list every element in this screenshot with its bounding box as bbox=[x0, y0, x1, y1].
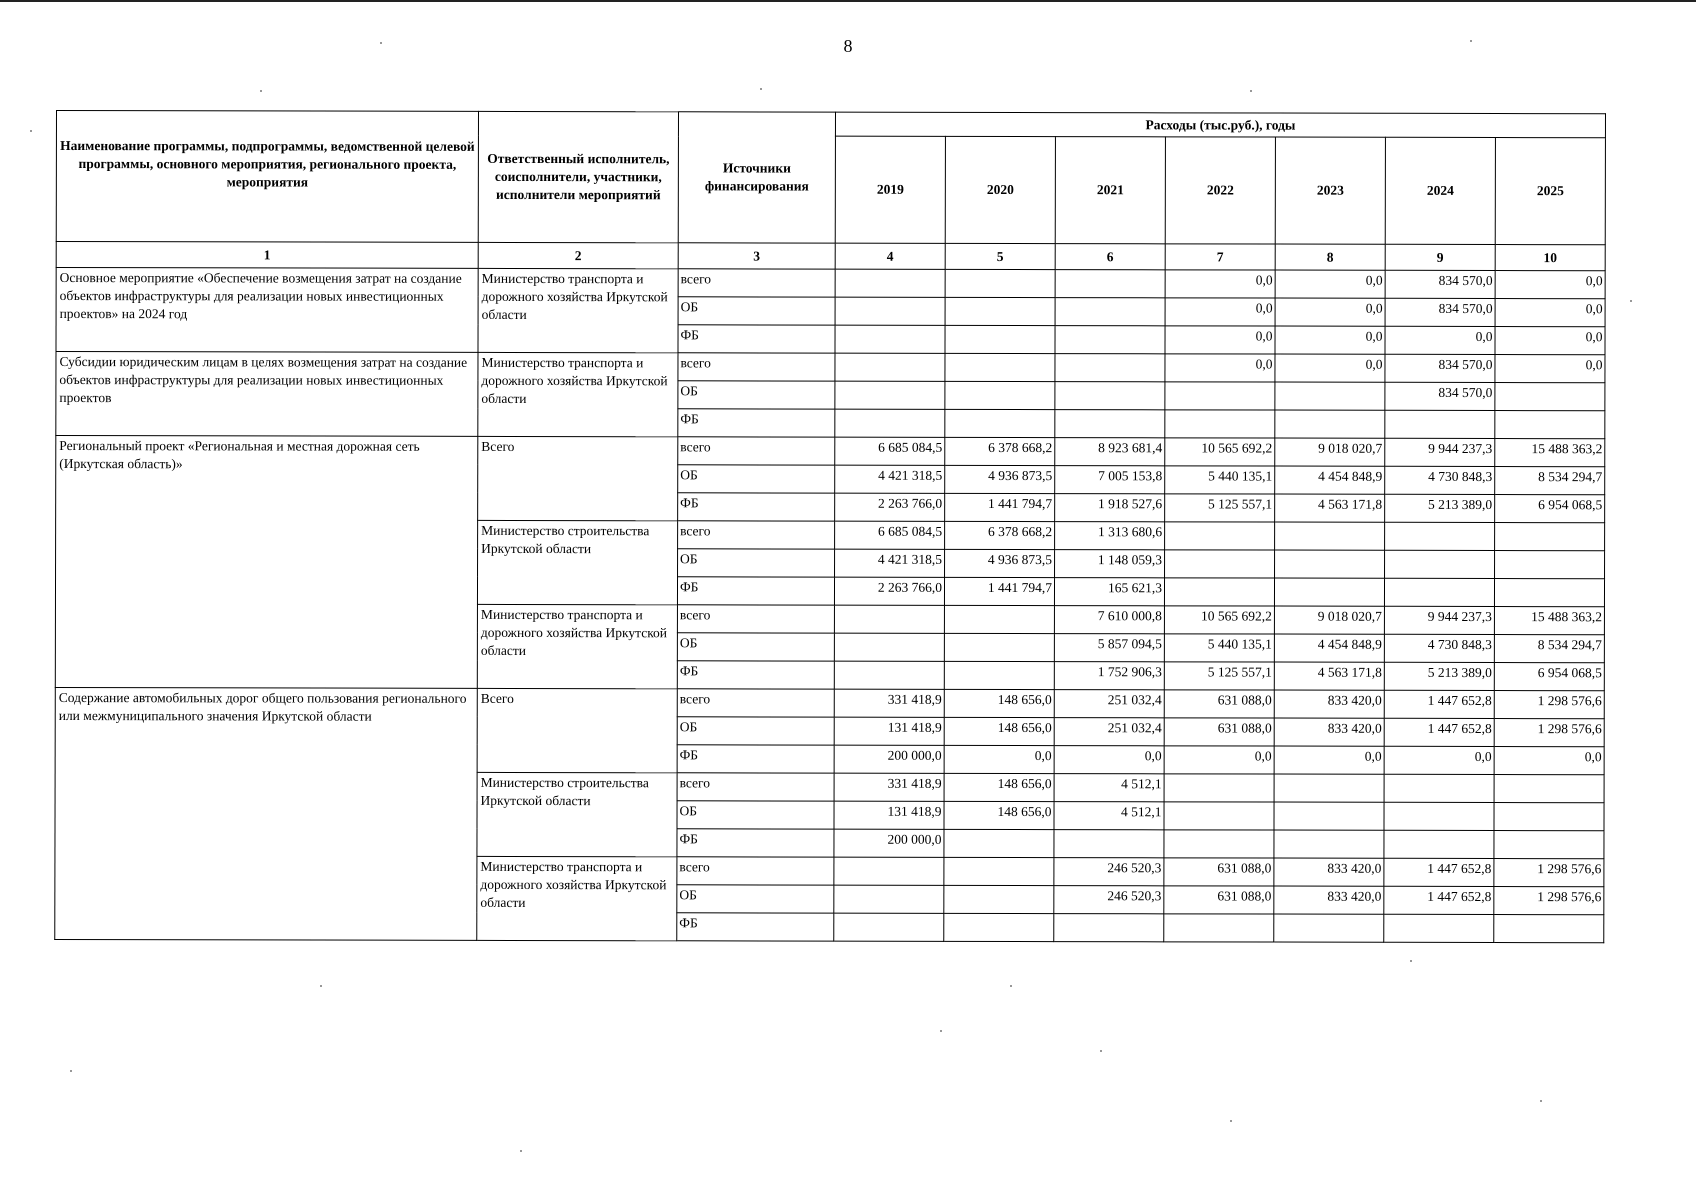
funding-source-cell: всего bbox=[677, 605, 834, 633]
amount-cell: 834 570,0 bbox=[1385, 354, 1495, 382]
amount-cell: 833 420,0 bbox=[1274, 718, 1384, 746]
column-number: 10 bbox=[1495, 245, 1605, 271]
amount-cell: 5 213 389,0 bbox=[1385, 494, 1495, 522]
amount-cell bbox=[1164, 578, 1274, 606]
amount-cell: 0,0 bbox=[1165, 354, 1275, 382]
executor-cell: Министерство строительства Иркутской области bbox=[477, 520, 677, 604]
column-number: 4 bbox=[835, 243, 945, 269]
header-expenses: Расходы (тыс.руб.), годы bbox=[835, 112, 1605, 138]
amount-cell: 331 418,9 bbox=[834, 689, 944, 717]
financing-table bbox=[54, 110, 1606, 943]
amount-cell bbox=[1164, 914, 1274, 942]
amount-cell bbox=[944, 829, 1054, 857]
amount-cell: 0,0 bbox=[1165, 270, 1275, 298]
amount-cell bbox=[1055, 354, 1165, 382]
funding-source-cell: ОБ bbox=[677, 885, 834, 913]
scan-speckle bbox=[320, 985, 322, 987]
amount-cell: 0,0 bbox=[1274, 746, 1384, 774]
program-name-cell: Содержание автомобильных дорог общего пользования регионального или межмуниципального значения Иркутской области bbox=[55, 687, 478, 940]
table-row bbox=[56, 352, 1605, 383]
scan-speckle bbox=[1010, 985, 1012, 987]
amount-cell: 8 534 294,7 bbox=[1494, 635, 1604, 663]
amount-cell: 9 018 020,7 bbox=[1275, 438, 1385, 466]
amount-cell bbox=[834, 605, 944, 633]
amount-cell: 834 570,0 bbox=[1385, 382, 1495, 410]
amount-cell bbox=[945, 297, 1055, 325]
program-name-cell: Основное мероприятие «Обеспечение возмещения затрат на создание объектов инфраструктуры для реализации новых инвестиционных проектов» на 2024 год bbox=[56, 268, 478, 353]
amount-cell: 0,0 bbox=[1275, 326, 1385, 354]
amount-cell: 0,0 bbox=[1165, 326, 1275, 354]
amount-cell: 5 125 557,1 bbox=[1164, 662, 1274, 690]
amount-cell bbox=[1275, 550, 1385, 578]
amount-cell: 8 534 294,7 bbox=[1495, 467, 1605, 495]
amount-cell bbox=[1055, 298, 1165, 326]
amount-cell: 15 488 363,2 bbox=[1494, 607, 1604, 635]
column-number: 2 bbox=[478, 242, 678, 268]
amount-cell bbox=[835, 353, 945, 381]
amount-cell bbox=[1164, 830, 1274, 858]
amount-cell bbox=[1385, 522, 1495, 550]
amount-cell bbox=[1164, 774, 1274, 802]
funding-source-cell: ФБ bbox=[677, 661, 834, 689]
header-year: 2020 bbox=[945, 136, 1055, 243]
amount-cell: 1 298 576,6 bbox=[1494, 691, 1604, 719]
amount-cell: 1 752 906,3 bbox=[1054, 662, 1164, 690]
funding-source-cell: ФБ bbox=[678, 409, 835, 437]
amount-cell bbox=[1274, 802, 1384, 830]
amount-cell: 6 954 068,5 bbox=[1494, 663, 1604, 691]
amount-cell bbox=[945, 269, 1055, 297]
amount-cell bbox=[1055, 382, 1165, 410]
funding-source-cell: ФБ bbox=[678, 493, 835, 521]
amount-cell: 1 441 794,7 bbox=[945, 493, 1055, 521]
amount-cell bbox=[835, 269, 945, 297]
amount-cell: 6 685 084,5 bbox=[835, 521, 945, 549]
amount-cell: 0,0 bbox=[944, 745, 1054, 773]
scan-speckle bbox=[1250, 90, 1252, 92]
amount-cell: 631 088,0 bbox=[1164, 886, 1274, 914]
scan-speckle bbox=[760, 88, 762, 90]
amount-cell: 148 656,0 bbox=[944, 773, 1054, 801]
amount-cell bbox=[1274, 830, 1384, 858]
amount-cell bbox=[1384, 802, 1494, 830]
amount-cell bbox=[1384, 914, 1494, 942]
amount-cell: 0,0 bbox=[1495, 271, 1605, 299]
amount-cell: 246 520,3 bbox=[1054, 858, 1164, 886]
amount-cell: 0,0 bbox=[1495, 355, 1605, 383]
header-name: Наименование программы, подпрограммы, ведомственной целевой программы, основного мероприятия, регионального проекта, мероприятия bbox=[56, 111, 478, 243]
executor-cell: Министерство строительства Иркутской области bbox=[477, 772, 677, 856]
amount-cell bbox=[944, 885, 1054, 913]
amount-cell: 9 944 237,3 bbox=[1385, 438, 1495, 466]
scan-speckle bbox=[30, 130, 32, 132]
scan-top-edge bbox=[0, 0, 1696, 2]
amount-cell bbox=[1165, 522, 1275, 550]
amount-cell: 833 420,0 bbox=[1274, 690, 1384, 718]
amount-cell: 4 936 873,5 bbox=[945, 549, 1055, 577]
amount-cell bbox=[1494, 803, 1604, 831]
amount-cell bbox=[1054, 830, 1164, 858]
amount-cell: 4 512,1 bbox=[1054, 774, 1164, 802]
executor-cell: Министерство транспорта и дорожного хозяйства Иркутской области bbox=[477, 856, 677, 940]
amount-cell bbox=[835, 325, 945, 353]
amount-cell: 4 421 318,5 bbox=[835, 465, 945, 493]
amount-cell bbox=[835, 409, 945, 437]
amount-cell bbox=[945, 381, 1055, 409]
amount-cell: 131 418,9 bbox=[834, 801, 944, 829]
amount-cell: 331 418,9 bbox=[834, 773, 944, 801]
amount-cell: 9 944 237,3 bbox=[1384, 606, 1494, 634]
header-row-group bbox=[56, 111, 1605, 138]
amount-cell bbox=[944, 913, 1054, 941]
amount-cell bbox=[1274, 774, 1384, 802]
amount-cell: 4 512,1 bbox=[1054, 802, 1164, 830]
scan-speckle bbox=[520, 1150, 522, 1152]
amount-cell bbox=[834, 857, 944, 885]
amount-cell bbox=[1494, 831, 1604, 859]
amount-cell bbox=[1275, 522, 1385, 550]
amount-cell: 1 447 652,8 bbox=[1384, 886, 1494, 914]
amount-cell: 0,0 bbox=[1385, 326, 1495, 354]
amount-cell: 0,0 bbox=[1165, 298, 1275, 326]
amount-cell bbox=[1275, 410, 1385, 438]
funding-source-cell: ОБ bbox=[677, 633, 834, 661]
amount-cell bbox=[944, 661, 1054, 689]
table-row bbox=[56, 268, 1605, 299]
amount-cell bbox=[834, 913, 944, 941]
scan-speckle bbox=[260, 90, 262, 92]
funding-source-cell: всего bbox=[678, 353, 835, 381]
amount-cell: 2 263 766,0 bbox=[835, 493, 945, 521]
amount-cell: 4 454 848,9 bbox=[1275, 466, 1385, 494]
amount-cell bbox=[1055, 270, 1165, 298]
amount-cell: 131 418,9 bbox=[834, 717, 944, 745]
amount-cell: 0,0 bbox=[1384, 746, 1494, 774]
amount-cell: 251 032,4 bbox=[1054, 718, 1164, 746]
amount-cell bbox=[1494, 915, 1604, 943]
amount-cell: 148 656,0 bbox=[944, 801, 1054, 829]
amount-cell bbox=[1385, 550, 1495, 578]
amount-cell: 15 488 363,2 bbox=[1495, 439, 1605, 467]
amount-cell bbox=[1495, 523, 1605, 551]
executor-cell: Всего bbox=[478, 436, 678, 520]
amount-cell bbox=[1385, 410, 1495, 438]
scan-speckle bbox=[940, 1030, 942, 1032]
column-number-row bbox=[56, 242, 1605, 271]
amount-cell bbox=[944, 633, 1054, 661]
amount-cell: 4 454 848,9 bbox=[1274, 634, 1384, 662]
executor-cell: Министерство транспорта и дорожного хозяйства Иркутской области bbox=[478, 268, 678, 352]
amount-cell: 1 298 576,6 bbox=[1494, 719, 1604, 747]
amount-cell bbox=[944, 605, 1054, 633]
amount-cell bbox=[945, 353, 1055, 381]
funding-source-cell: ФБ bbox=[677, 913, 834, 941]
amount-cell bbox=[1495, 411, 1605, 439]
header-year: 2019 bbox=[835, 136, 945, 243]
amount-cell: 5 857 094,5 bbox=[1054, 634, 1164, 662]
amount-cell bbox=[834, 661, 944, 689]
amount-cell: 2 263 766,0 bbox=[834, 577, 944, 605]
amount-cell: 1 447 652,8 bbox=[1384, 858, 1494, 886]
amount-cell bbox=[1165, 550, 1275, 578]
financing-table-wrapper bbox=[54, 110, 1605, 943]
header-year: 2024 bbox=[1385, 137, 1495, 244]
amount-cell bbox=[1384, 774, 1494, 802]
executor-cell: Всего bbox=[477, 688, 677, 772]
scan-speckle bbox=[1540, 1100, 1542, 1102]
amount-cell: 6 954 068,5 bbox=[1495, 495, 1605, 523]
amount-cell: 148 656,0 bbox=[944, 689, 1054, 717]
amount-cell bbox=[1055, 326, 1165, 354]
header-source: Источники финансирования bbox=[678, 112, 835, 243]
amount-cell: 165 621,3 bbox=[1054, 578, 1164, 606]
amount-cell: 0,0 bbox=[1275, 298, 1385, 326]
funding-source-cell: ОБ bbox=[677, 717, 834, 745]
amount-cell: 1 313 680,6 bbox=[1055, 522, 1165, 550]
amount-cell bbox=[1495, 551, 1605, 579]
column-number: 7 bbox=[1165, 244, 1275, 270]
amount-cell: 7 610 000,8 bbox=[1054, 606, 1164, 634]
amount-cell: 5 213 389,0 bbox=[1384, 662, 1494, 690]
amount-cell: 148 656,0 bbox=[944, 717, 1054, 745]
program-name-cell: Региональный проект «Региональная и местная дорожная сеть (Иркутская область)» bbox=[55, 436, 478, 689]
scan-speckle bbox=[1100, 1050, 1102, 1052]
amount-cell: 833 420,0 bbox=[1274, 886, 1384, 914]
header-executor: Ответственный исполнитель, соисполнители, участники, исполнители мероприятий bbox=[478, 111, 678, 242]
header-year: 2022 bbox=[1165, 137, 1275, 244]
amount-cell: 246 520,3 bbox=[1054, 886, 1164, 914]
amount-cell: 0,0 bbox=[1495, 327, 1605, 355]
amount-cell: 5 125 557,1 bbox=[1165, 494, 1275, 522]
amount-cell: 1 148 059,3 bbox=[1055, 550, 1165, 578]
amount-cell bbox=[1275, 382, 1385, 410]
amount-cell: 4 421 318,5 bbox=[835, 549, 945, 577]
funding-source-cell: ОБ bbox=[677, 801, 834, 829]
amount-cell: 4 936 873,5 bbox=[945, 465, 1055, 493]
funding-source-cell: ФБ bbox=[677, 745, 834, 773]
executor-cell: Министерство транспорта и дорожного хозяйства Иркутской области bbox=[477, 604, 677, 688]
funding-source-cell: ОБ bbox=[678, 549, 835, 577]
amount-cell: 1 298 576,6 bbox=[1494, 859, 1604, 887]
column-number: 8 bbox=[1275, 244, 1385, 270]
funding-source-cell: ОБ bbox=[678, 465, 835, 493]
amount-cell bbox=[1384, 830, 1494, 858]
column-number: 6 bbox=[1055, 244, 1165, 270]
amount-cell: 631 088,0 bbox=[1164, 858, 1274, 886]
column-number: 5 bbox=[945, 243, 1055, 269]
scan-speckle bbox=[70, 1070, 72, 1072]
scan-speckle bbox=[1630, 300, 1632, 302]
amount-cell bbox=[944, 857, 1054, 885]
funding-source-cell: всего bbox=[678, 521, 835, 549]
amount-cell bbox=[1165, 382, 1275, 410]
amount-cell: 6 685 084,5 bbox=[835, 437, 945, 465]
amount-cell: 631 088,0 bbox=[1164, 718, 1274, 746]
amount-cell: 4 730 848,3 bbox=[1385, 466, 1495, 494]
header-year: 2023 bbox=[1275, 137, 1385, 244]
amount-cell bbox=[945, 325, 1055, 353]
amount-cell: 8 923 681,4 bbox=[1055, 438, 1165, 466]
column-number: 3 bbox=[678, 243, 835, 269]
amount-cell bbox=[1165, 410, 1275, 438]
amount-cell: 6 378 668,2 bbox=[945, 437, 1055, 465]
header-year: 2021 bbox=[1055, 137, 1165, 244]
funding-source-cell: ФБ bbox=[677, 577, 834, 605]
amount-cell: 5 440 135,1 bbox=[1165, 466, 1275, 494]
funding-source-cell: ФБ bbox=[677, 829, 834, 857]
amount-cell: 0,0 bbox=[1495, 299, 1605, 327]
amount-cell bbox=[1274, 914, 1384, 942]
amount-cell: 7 005 153,8 bbox=[1055, 466, 1165, 494]
amount-cell bbox=[1055, 410, 1165, 438]
amount-cell bbox=[834, 885, 944, 913]
funding-source-cell: всего bbox=[677, 857, 834, 885]
amount-cell: 200 000,0 bbox=[834, 745, 944, 773]
page-number: 8 bbox=[843, 36, 853, 56]
amount-cell bbox=[1384, 578, 1494, 606]
amount-cell: 4 563 171,8 bbox=[1275, 494, 1385, 522]
amount-cell: 4 563 171,8 bbox=[1274, 662, 1384, 690]
amount-cell: 10 565 692,2 bbox=[1164, 606, 1274, 634]
scan-speckle bbox=[1410, 960, 1412, 962]
funding-source-cell: всего bbox=[678, 269, 835, 297]
amount-cell bbox=[1054, 914, 1164, 942]
column-number: 9 bbox=[1385, 244, 1495, 270]
header-year: 2025 bbox=[1495, 138, 1605, 245]
scan-speckle bbox=[1230, 1120, 1232, 1122]
amount-cell bbox=[835, 381, 945, 409]
amount-cell bbox=[1494, 775, 1604, 803]
amount-cell: 1 447 652,8 bbox=[1384, 690, 1494, 718]
amount-cell bbox=[1494, 579, 1604, 607]
table-body bbox=[55, 268, 1605, 943]
amount-cell: 0,0 bbox=[1164, 746, 1274, 774]
amount-cell: 9 018 020,7 bbox=[1274, 606, 1384, 634]
funding-source-cell: ФБ bbox=[678, 325, 835, 353]
amount-cell: 0,0 bbox=[1494, 747, 1604, 775]
funding-source-cell: всего bbox=[677, 773, 834, 801]
amount-cell: 631 088,0 bbox=[1164, 690, 1274, 718]
amount-cell bbox=[834, 633, 944, 661]
funding-source-cell: ОБ bbox=[678, 381, 835, 409]
amount-cell bbox=[835, 297, 945, 325]
amount-cell: 6 378 668,2 bbox=[945, 521, 1055, 549]
amount-cell: 0,0 bbox=[1275, 354, 1385, 382]
column-number: 1 bbox=[56, 242, 478, 269]
amount-cell: 1 447 652,8 bbox=[1384, 718, 1494, 746]
amount-cell: 1 298 576,6 bbox=[1494, 887, 1604, 915]
amount-cell: 833 420,0 bbox=[1274, 858, 1384, 886]
executor-cell: Министерство транспорта и дорожного хозяйства Иркутской области bbox=[478, 352, 678, 436]
amount-cell bbox=[1274, 578, 1384, 606]
funding-source-cell: ОБ bbox=[678, 297, 835, 325]
amount-cell: 4 730 848,3 bbox=[1384, 634, 1494, 662]
amount-cell: 834 570,0 bbox=[1385, 270, 1495, 298]
amount-cell: 200 000,0 bbox=[834, 829, 944, 857]
amount-cell: 0,0 bbox=[1275, 270, 1385, 298]
amount-cell: 5 440 135,1 bbox=[1164, 634, 1274, 662]
amount-cell bbox=[1495, 383, 1605, 411]
amount-cell: 1 918 527,6 bbox=[1055, 494, 1165, 522]
funding-source-cell: всего bbox=[677, 689, 834, 717]
amount-cell: 10 565 692,2 bbox=[1165, 438, 1275, 466]
amount-cell bbox=[1164, 802, 1274, 830]
amount-cell bbox=[945, 409, 1055, 437]
amount-cell: 1 441 794,7 bbox=[944, 577, 1054, 605]
amount-cell: 834 570,0 bbox=[1385, 298, 1495, 326]
program-name-cell: Субсидии юридическим лицам в целях возмещения затрат на создание объектов инфраструктуры для реализации новых инвестиционных проектов bbox=[56, 352, 478, 437]
table-row bbox=[55, 687, 1604, 718]
amount-cell: 251 032,4 bbox=[1054, 690, 1164, 718]
funding-source-cell: всего bbox=[678, 437, 835, 465]
table-row bbox=[56, 436, 1605, 467]
amount-cell: 0,0 bbox=[1054, 746, 1164, 774]
